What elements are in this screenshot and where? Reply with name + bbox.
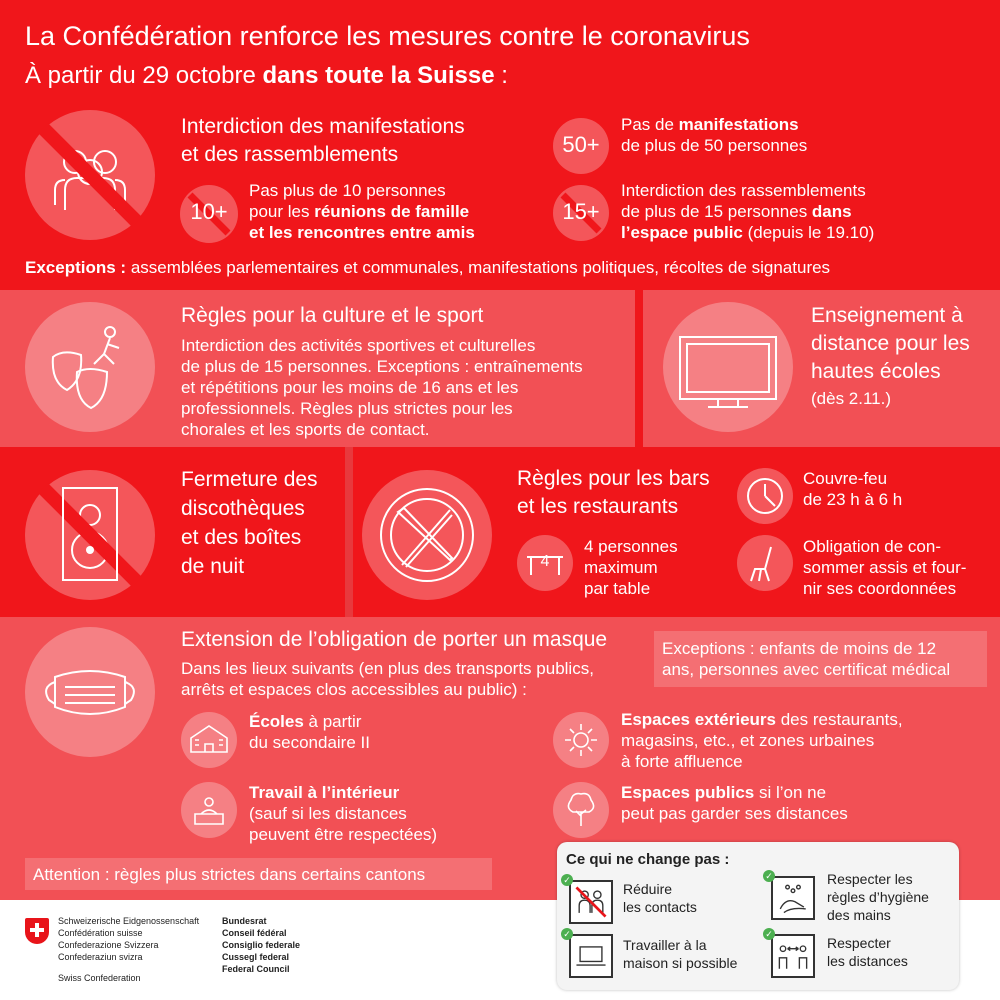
desk-worker-icon	[181, 782, 237, 838]
mask-heading: Extension de l’obligation de porter un masque	[181, 628, 608, 651]
page-subtitle: À partir du 29 octobre dans toute la Suisse :	[25, 62, 508, 89]
mask-icon	[25, 627, 155, 757]
culture-heading: Règles pour la culture et le sport	[181, 304, 484, 327]
unchanged-title: Ce qui ne change pas :	[566, 851, 730, 868]
family-rule-text: Pas plus de 10 personnes pour les réunions de famille et les rencontres entre amis	[249, 181, 475, 242]
clubs-heading: Fermeture des discothèques et des boîtes de nuit	[181, 468, 318, 578]
contacts-text: Réduire les contacts	[623, 881, 697, 915]
attention-text: Attention : règles plus strictes dans certains cantons	[33, 865, 426, 884]
plate-cutlery-icon	[362, 470, 492, 600]
chair-icon	[737, 535, 793, 591]
outdoor-text: Espaces extérieurs des restaurants, magasins, etc., et zones urbaines à forte affluence	[621, 710, 903, 771]
public-limit-badge: 15+	[553, 185, 609, 241]
tree-icon	[553, 782, 609, 838]
distance-text: Respecter les distances	[827, 935, 908, 969]
laptop-icon	[569, 934, 613, 978]
check-icon: ✓	[561, 928, 573, 940]
check-icon: ✓	[561, 874, 573, 886]
monitor-icon	[663, 302, 793, 432]
teaching-date: (dès 2.11.)	[811, 389, 892, 408]
home-work-text: Travailler à la maison si possible	[623, 937, 738, 971]
mask-intro: Dans les lieux suivants (en plus des transports publics, arrêts et espaces clos accessibles au public) :	[181, 659, 594, 699]
reduce-contacts-icon	[569, 880, 613, 924]
check-icon: ✓	[763, 928, 775, 940]
no-speaker-icon	[25, 470, 155, 600]
curfew-text: Couvre-feu de 23 h à 6 h	[803, 469, 903, 509]
swiss-confederation-label: Swiss Confederation	[58, 973, 141, 983]
mask-exceptions-text: Exceptions : enfants de moins de 12 ans, personnes avec certificat médical	[662, 639, 951, 679]
unchanged-card	[557, 842, 959, 990]
no-gathering-icon	[25, 110, 155, 240]
federal-council-names: Bundesrat Conseil fédéral Consiglio federale Cussegl federal Federal Council	[222, 916, 301, 974]
public-rule-text: Interdiction des rassemblements de plus de 15 personnes dans l’espace public (depuis le 19.10)	[621, 181, 875, 242]
wash-hands-icon	[771, 876, 815, 920]
distance-icon	[771, 934, 815, 978]
hygiene-text: Respecter les règles d’hygiène des mains	[827, 871, 929, 923]
work-text: Travail à l’intérieur (sauf si les distances peuvent être respectées)	[249, 783, 438, 844]
culture-text: Interdiction des activités sportives et culturelles de plus de 15 personnes. Exceptions : entraînements et répétitions pour les moins de 16 ans et les professionnels. Règles plus strictes pour les chorales et les sports de contact.	[181, 336, 583, 439]
schools-text: Écoles à partir du secondaire II	[249, 712, 370, 752]
swiss-shield-logo	[25, 918, 49, 944]
gatherings-heading: Interdiction des manifestations et des rassemblements	[181, 115, 465, 166]
clock-icon	[737, 468, 793, 524]
sun-icon	[553, 712, 609, 768]
page-title: La Confédération renforce les mesures contre le coronavirus	[25, 21, 750, 51]
events-limit-badge: 50+	[553, 118, 609, 174]
public-spaces-text: Espaces publics si l’on ne peut pas garder ses distances	[621, 783, 848, 823]
theatre-masks-icon	[25, 302, 155, 432]
check-icon: ✓	[763, 870, 775, 882]
divider-culture	[635, 290, 643, 447]
school-icon	[181, 712, 237, 768]
confederation-names: Schweizerische Eidgenossenschaft Confédération suisse Confederazione Svizzera Confederaziun svizra	[58, 916, 200, 962]
seated-rule-text: Obligation de con- sommer assis et four- nir ses coordonnées	[803, 537, 967, 598]
divider-clubs	[345, 447, 353, 617]
table-rule-text: 4 personnes maximum par table	[584, 537, 678, 598]
table-icon: 4	[517, 535, 573, 591]
gatherings-exceptions: Exceptions : assemblées parlementaires et communales, manifestations politiques, récoltes de signatures	[25, 258, 831, 277]
bars-heading: Règles pour les bars et les restaurants	[517, 467, 710, 518]
teaching-heading: Enseignement à distance pour les hautes écoles	[811, 304, 970, 383]
events-rule-text: Pas de manifestations de plus de 50 personnes	[621, 115, 808, 155]
family-limit-badge: 10+	[180, 185, 238, 243]
